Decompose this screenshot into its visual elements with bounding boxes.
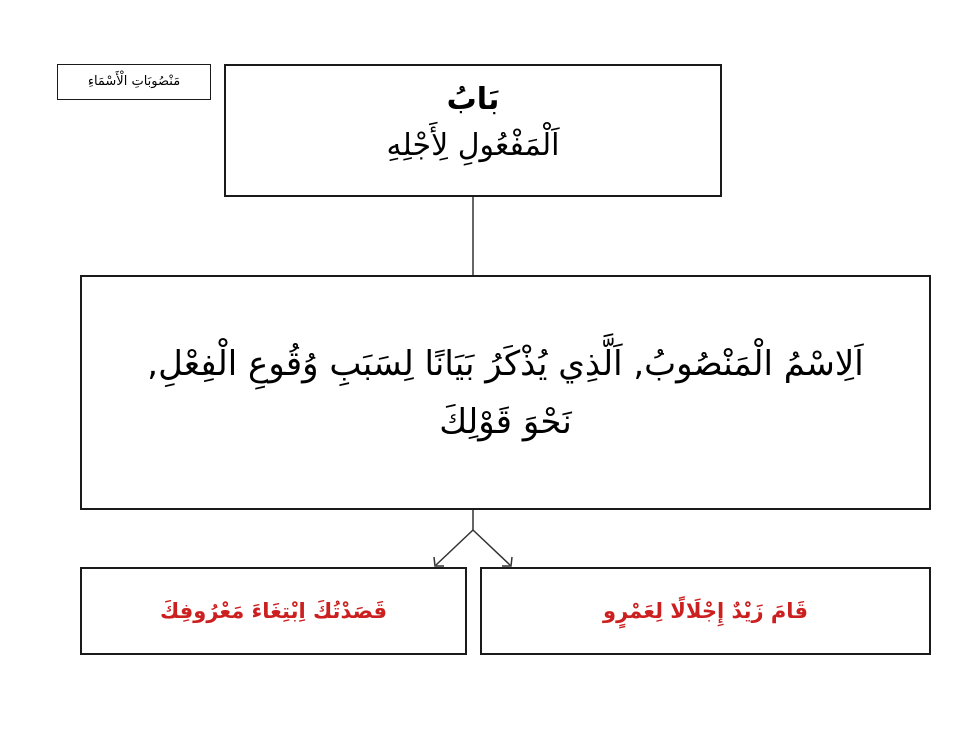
category-label: مَنْصُوبَاتِ الْأَسْمَاءِ [87, 74, 181, 89]
category-tag [57, 64, 211, 100]
definition-line-2: نَحْوَ قَوْلِكَ [439, 402, 572, 442]
title-line-2: اَلْمَفْعُولِ لِأَجْلِهِ [386, 128, 560, 163]
example-text-left: قَصَدْتُكَ اِبْتِغَاءَ مَعْرُوفِكَ [159, 599, 388, 623]
arrowhead-right-icon [502, 557, 512, 566]
definition-line-1: اَلِاسْمُ الْمَنْصُوبُ, اَلَّذِي يُذْكَرُ بَيَانًا لِسَبَبِ وُقُوعِ الْفِعْلِ, [147, 344, 864, 384]
definition-box [80, 275, 931, 510]
example-box-right [480, 567, 931, 655]
title-line-1: بَابُ [446, 82, 500, 117]
arrowhead-left-icon [434, 557, 444, 566]
branch-left-line [436, 530, 473, 565]
title-box [224, 64, 722, 197]
example-text-right: قَامَ زَيْدٌ إِجْلَالًا لِعَمْرٍو [603, 599, 808, 623]
example-box-left [80, 567, 467, 655]
branch-right-line [473, 530, 510, 565]
